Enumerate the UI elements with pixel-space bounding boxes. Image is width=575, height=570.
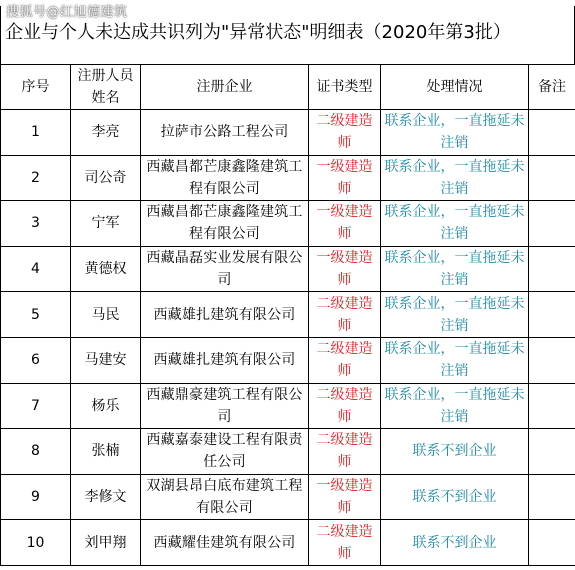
cell-cert: 一级建造师 bbox=[309, 246, 381, 292]
cell-company: 西藏雄扎建筑有限公司 bbox=[141, 337, 309, 383]
cell-status: 联系企业，一直拖延未注销 bbox=[381, 155, 529, 201]
cell-note bbox=[529, 246, 575, 292]
cell-company: 西藏昌都芒康鑫隆建筑工程有限公司 bbox=[141, 155, 309, 201]
cell-note bbox=[529, 383, 575, 429]
cell-cert: 二级建造师 bbox=[309, 520, 381, 566]
table-row bbox=[1, 429, 575, 475]
cell-company: 西藏嘉泰建设工程有限责任公司 bbox=[141, 429, 309, 475]
cell-company: 西藏鼎豪建筑工程有限公司 bbox=[141, 383, 309, 429]
cell-note bbox=[529, 155, 575, 201]
anomaly-table bbox=[0, 64, 575, 566]
table-row bbox=[1, 246, 575, 292]
table-row bbox=[1, 383, 575, 429]
cell-note bbox=[529, 520, 575, 566]
cell-company: 西藏雄扎建筑有限公司 bbox=[141, 292, 309, 338]
header-company: 注册企业 bbox=[141, 65, 309, 110]
cell-cert: 一级建造师 bbox=[309, 474, 381, 520]
cell-note bbox=[529, 337, 575, 383]
cell-name: 杨乐 bbox=[71, 383, 141, 429]
cell-note bbox=[529, 110, 575, 156]
cell-no: 1 bbox=[1, 110, 71, 156]
cell-status: 联系企业，一直拖延未注销 bbox=[381, 383, 529, 429]
cell-cert: 二级建造师 bbox=[309, 383, 381, 429]
cell-no: 3 bbox=[1, 201, 71, 247]
header-no: 序号 bbox=[1, 65, 71, 110]
cell-no: 6 bbox=[1, 337, 71, 383]
cell-name: 张楠 bbox=[71, 429, 141, 475]
cell-status: 联系不到企业 bbox=[381, 429, 529, 475]
cell-no: 9 bbox=[1, 474, 71, 520]
cell-status: 联系不到企业 bbox=[381, 520, 529, 566]
cell-cert: 一级建造师 bbox=[309, 155, 381, 201]
cell-status: 联系企业，一直拖延未注销 bbox=[381, 110, 529, 156]
cell-name: 黄德权 bbox=[71, 246, 141, 292]
cell-note bbox=[529, 201, 575, 247]
cell-name: 宁军 bbox=[71, 201, 141, 247]
header-name: 注册人员姓名 bbox=[71, 65, 141, 110]
header-status: 处理情况 bbox=[381, 65, 529, 110]
table-row bbox=[1, 474, 575, 520]
cell-name: 司公奇 bbox=[71, 155, 141, 201]
header-note: 备注 bbox=[529, 65, 575, 110]
cell-no: 10 bbox=[1, 520, 71, 566]
table-row bbox=[1, 337, 575, 383]
cell-status: 联系企业，一直拖延未注销 bbox=[381, 337, 529, 383]
cell-note bbox=[529, 292, 575, 338]
cell-no: 7 bbox=[1, 383, 71, 429]
cell-status: 联系企业，一直拖延未注销 bbox=[381, 292, 529, 338]
cell-company: 拉萨市公路工程公司 bbox=[141, 110, 309, 156]
table-row bbox=[1, 110, 575, 156]
cell-cert: 一级建造师 bbox=[309, 201, 381, 247]
header-cert: 证书类型 bbox=[309, 65, 381, 110]
cell-company: 西藏晶磊实业发展有限公司 bbox=[141, 246, 309, 292]
cell-cert: 二级建造师 bbox=[309, 337, 381, 383]
cell-status: 联系企业，一直拖延未注销 bbox=[381, 246, 529, 292]
cell-cert: 二级建造师 bbox=[309, 429, 381, 475]
cell-no: 5 bbox=[1, 292, 71, 338]
cell-company: 西藏耀佳建筑有限公司 bbox=[141, 520, 309, 566]
table-title: 企业与个人未达成共识列为"异常状态"明细表（2020年第3批） bbox=[0, 6, 575, 64]
cell-note bbox=[529, 474, 575, 520]
cell-name: 李亮 bbox=[71, 110, 141, 156]
table-row bbox=[1, 520, 575, 566]
cell-name: 刘甲翔 bbox=[71, 520, 141, 566]
cell-cert: 二级建造师 bbox=[309, 292, 381, 338]
cell-no: 2 bbox=[1, 155, 71, 201]
cell-no: 8 bbox=[1, 429, 71, 475]
cell-company: 双湖县昂白底布建筑工程有限公司 bbox=[141, 474, 309, 520]
header-row bbox=[1, 65, 575, 110]
table-row bbox=[1, 201, 575, 247]
cell-cert: 二级建造师 bbox=[309, 110, 381, 156]
cell-company: 西藏昌都芒康鑫隆建筑工程有限公司 bbox=[141, 201, 309, 247]
cell-name: 马民 bbox=[71, 292, 141, 338]
cell-no: 4 bbox=[1, 246, 71, 292]
table-row bbox=[1, 292, 575, 338]
watermark-text: 搜狐号@红旭德建筑 bbox=[6, 5, 128, 20]
cell-note bbox=[529, 429, 575, 475]
cell-status: 联系企业，一直拖延未注销 bbox=[381, 201, 529, 247]
cell-name: 马建安 bbox=[71, 337, 141, 383]
cell-status: 联系不到企业 bbox=[381, 474, 529, 520]
cell-name: 李修文 bbox=[71, 474, 141, 520]
table-row bbox=[1, 155, 575, 201]
